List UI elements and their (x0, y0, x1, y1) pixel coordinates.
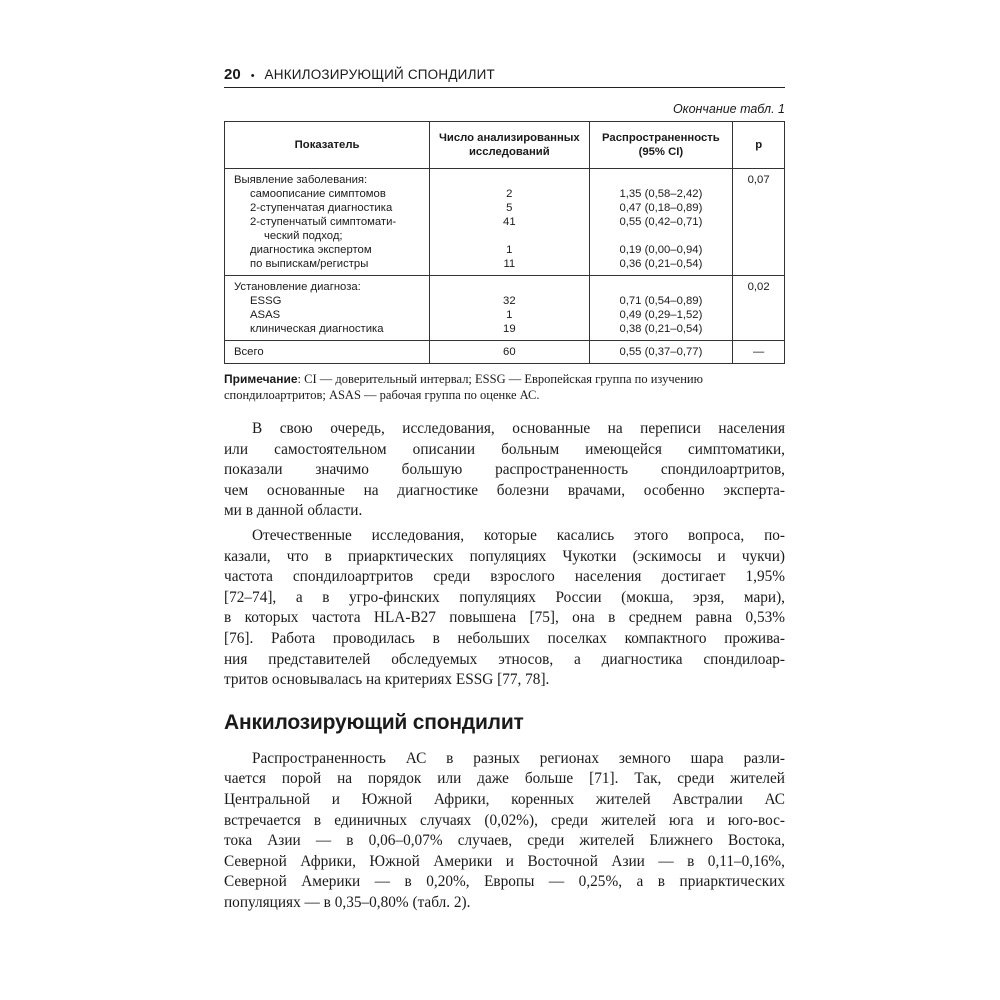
text-line: В свою очередь, исследования, основанные на переписи населения (252, 420, 785, 437)
text-line: чем основанные на диагностике болезни врачами, особенно эксперта- (224, 481, 785, 499)
total-prevalence: 0,55 (0,37–0,77) (589, 341, 733, 364)
body-paragraph (224, 419, 785, 522)
count-cell (430, 169, 589, 276)
text-line: Северной Африки, Южной Америки и Восточной Азии — в 0,11–0,16%, (224, 852, 785, 870)
table-row-total (225, 341, 785, 364)
p-value: 0,07 (747, 174, 770, 186)
row-label: 2-ступенчатый симптомати- (250, 216, 397, 228)
prevalence-cell (589, 169, 733, 276)
prevalence-value: 0,49 (0,29–1,52) (619, 309, 703, 321)
column-header-count: Число анализированных исследований (430, 122, 589, 169)
count-value: 32 (503, 295, 516, 307)
row-label: самоописание симптомов (250, 188, 386, 200)
total-p-value: — (733, 341, 785, 364)
running-header (224, 66, 785, 88)
text-line: встречается в единичных случаях (0,02%), среди жителей юга и юго-вос- (224, 811, 785, 829)
total-count: 60 (430, 341, 589, 364)
table-body (225, 169, 785, 364)
text-line: популяциях — в 0,35–0,80% (табл. 2). (224, 893, 471, 911)
prevalence-value: 0,55 (0,42–0,71) (619, 216, 703, 228)
spacer-line (594, 173, 729, 187)
text-line: [76]. Работа проводилась в небольших поселках компактного прожива- (224, 629, 785, 647)
text-line: частота спондилоартритов среди взрослого населения достигает 1,95% (224, 568, 785, 586)
table-header-row (225, 122, 785, 169)
spacer-line (434, 173, 584, 187)
row-label: 2-ступенчатая диагностика (250, 202, 393, 214)
book-page (224, 66, 785, 913)
text-line: чается порой на порядок или даже больше [71]. Так, среди жителей (224, 770, 785, 788)
table-note (224, 371, 785, 403)
table-caption: Окончание табл. 1 (672, 102, 785, 116)
text-line: ми в данной области. (224, 502, 363, 520)
count-value (434, 229, 584, 243)
body-paragraph (224, 526, 785, 691)
row-label: ESSG (250, 295, 282, 307)
group-title: Установление диагноза: (234, 281, 361, 293)
page-number: 20 (224, 66, 241, 83)
count-value: 1 (506, 309, 513, 321)
text-line: в которых частота HLA-B27 повышена [75], она в среднем равна 0,53% (224, 609, 785, 627)
count-value: 2 (506, 188, 513, 200)
section-paragraph (224, 749, 785, 914)
text-line: Центральной и Южной Африки, коренных жителей Австралии АС (224, 790, 785, 808)
text-line: [72–74], а в угро-финских популяциях России (мокша, эрзя, мари), (224, 588, 785, 606)
indicator-cell (225, 276, 430, 341)
prevalence-value: 0,38 (0,21–0,54) (619, 323, 703, 335)
prevalence-value: 1,35 (0,58–2,42) (619, 188, 703, 200)
table-row (225, 169, 785, 276)
indicator-cell (225, 169, 430, 276)
text-line: Распространенность АС в разных регионах земного шара разли- (252, 749, 785, 767)
column-header-indicator: Показатель (225, 122, 430, 169)
note-label: Примечание (224, 372, 298, 386)
text-line: ния представителей обследуемых этносов, а диагностика спондилоар- (224, 650, 785, 668)
row-label: ческий подход; (264, 230, 343, 242)
count-cell (430, 276, 589, 341)
group-title: Выявление заболевания: (234, 174, 368, 186)
text-line: показали значимо большую распространенность спондилоартритов, (224, 461, 785, 479)
total-label: Всего (225, 341, 430, 364)
text-line: Северной Америки — в 0,20%, Европы — 0,25%, а в приарктических (224, 873, 785, 891)
prevalence-value: 0,71 (0,54–0,89) (619, 295, 703, 307)
prevalence-cell (589, 276, 733, 341)
table-row (225, 276, 785, 341)
text-line: Отечественные исследования, которые касались этого вопроса, по- (252, 526, 785, 544)
count-value: 5 (506, 202, 513, 214)
p-value-cell (733, 276, 785, 341)
prevalence-table (224, 121, 785, 364)
header-bullet: • (250, 70, 255, 82)
prevalence-value: 0,19 (0,00–0,94) (619, 244, 703, 256)
p-value: 0,02 (747, 281, 770, 293)
prevalence-value (594, 229, 729, 243)
prevalence-value: 0,47 (0,18–0,89) (619, 202, 703, 214)
count-value: 1 (506, 244, 513, 256)
count-value: 41 (503, 216, 516, 228)
row-label: диагностика экспертом (250, 244, 372, 256)
column-header-p: p (733, 122, 785, 169)
prevalence-value: 0,36 (0,21–0,54) (619, 258, 703, 270)
note-text-line: : CI — доверительный интервал; ESSG — Европейская группа по изучению (297, 372, 703, 386)
spacer-line (434, 280, 584, 294)
column-header-prevalence: Распространенность (95% CI) (589, 122, 733, 169)
running-title: АНКИЛОЗИРУЮЩИЙ СПОНДИЛИТ (264, 67, 495, 82)
p-value-cell (733, 169, 785, 276)
text-line: тока Азии — в 0,06–0,07% случаев, среди жителей Ближнего Востока, (224, 832, 785, 850)
count-value: 11 (503, 258, 516, 270)
row-label: по выпискам/регистры (250, 258, 369, 270)
spacer-line (594, 280, 729, 294)
text-line: тритов основывалась на критериях ESSG [77, 78]. (224, 671, 550, 689)
row-label: ASAS (250, 309, 281, 321)
section-heading: Анкилозирующий спондилит (224, 710, 524, 734)
count-value: 19 (503, 323, 516, 335)
text-line: казали, что в приарктических популяциях Чукотки (эскимосы и чукчи) (224, 547, 785, 565)
note-text-line: спондилоартритов; ASAS — рабочая группа по оценке АС. (224, 388, 540, 402)
row-label: клиническая диагностика (250, 323, 384, 335)
text-line: или самостоятельном описании больным имеющейся симптоматики, (224, 440, 785, 458)
